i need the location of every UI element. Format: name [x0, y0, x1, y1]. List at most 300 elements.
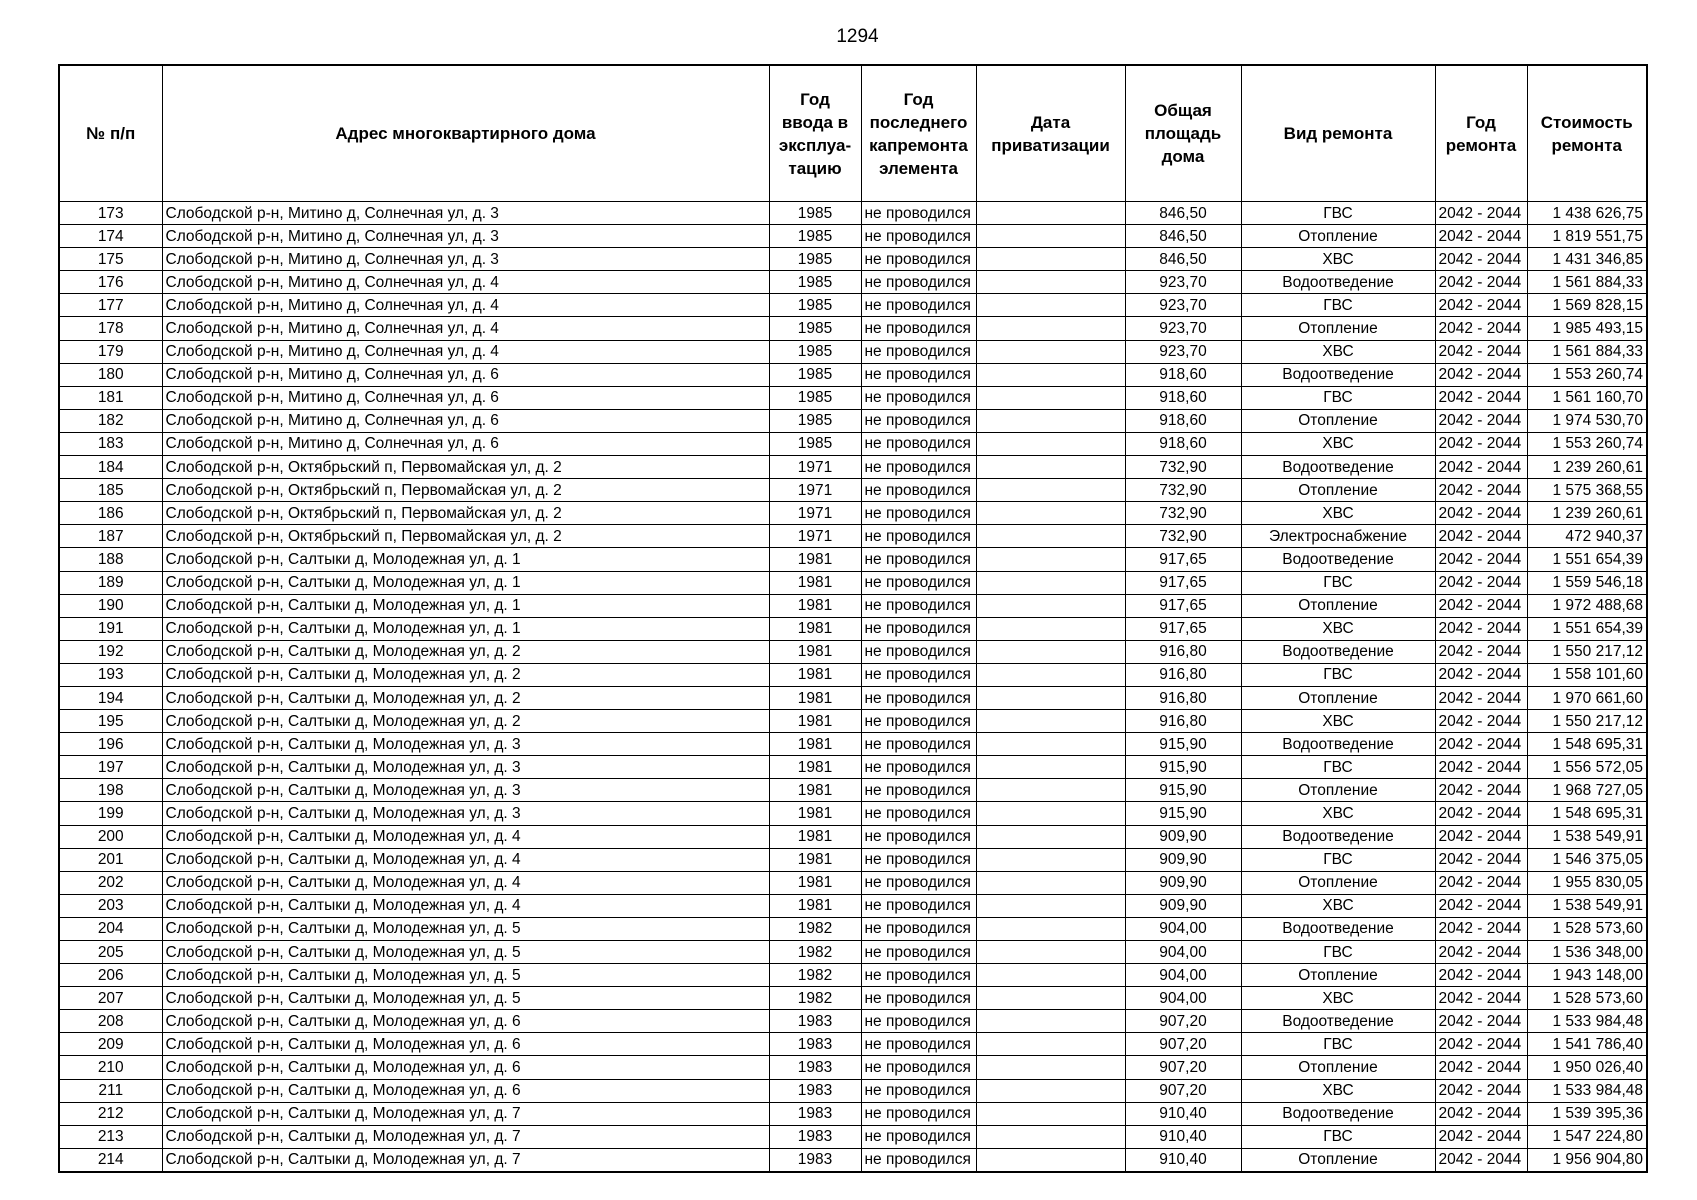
table-row: [59, 733, 1647, 756]
cell-repair-year: 2042 - 2044: [1435, 848, 1527, 871]
cell-area: 907,20: [1125, 1079, 1241, 1102]
cell-year-built: 1971: [769, 479, 861, 502]
table-row: [59, 802, 1647, 825]
cell-repair-year: 2042 - 2044: [1435, 502, 1527, 525]
cell-repair-type: ХВС: [1241, 1079, 1435, 1102]
cell-num: 188: [59, 548, 162, 571]
cell-cost: 1 533 984,48: [1527, 1079, 1647, 1102]
cell-repair-type: Отопление: [1241, 409, 1435, 432]
cell-address: Слободской р-н, Митино д, Солнечная ул, д. 6: [162, 432, 769, 455]
table-row: [59, 663, 1647, 686]
cell-num: 178: [59, 317, 162, 340]
cell-year-built: 1985: [769, 432, 861, 455]
header-cost: Стоимость ремонта: [1527, 65, 1647, 202]
cell-privatization: [976, 756, 1125, 779]
cell-area: 904,00: [1125, 941, 1241, 964]
cell-area: 732,90: [1125, 479, 1241, 502]
table-row: [59, 340, 1647, 363]
cell-area: 846,50: [1125, 202, 1241, 225]
cell-area: 907,20: [1125, 1010, 1241, 1033]
cell-address: Слободской р-н, Салтыки д, Молодежная ул, д. 7: [162, 1102, 769, 1125]
cell-privatization: [976, 941, 1125, 964]
cell-repair-year: 2042 - 2044: [1435, 202, 1527, 225]
cell-repair-year: 2042 - 2044: [1435, 594, 1527, 617]
cell-year-built: 1981: [769, 894, 861, 917]
cell-cost: 1 553 260,74: [1527, 363, 1647, 386]
cell-num: 204: [59, 917, 162, 940]
cell-num: 200: [59, 825, 162, 848]
cell-address: Слободской р-н, Салтыки д, Молодежная ул, д. 1: [162, 594, 769, 617]
cell-num: 196: [59, 733, 162, 756]
cell-area: 910,40: [1125, 1148, 1241, 1172]
cell-repair-year: 2042 - 2044: [1435, 1079, 1527, 1102]
cell-num: 211: [59, 1079, 162, 1102]
cell-cost: 1 819 551,75: [1527, 225, 1647, 248]
cell-last-repair: не проводился: [861, 363, 976, 386]
cell-last-repair: не проводился: [861, 432, 976, 455]
cell-year-built: 1981: [769, 710, 861, 733]
table-row: [59, 225, 1647, 248]
cell-last-repair: не проводился: [861, 802, 976, 825]
cell-address: Слободской р-н, Салтыки д, Молодежная ул, д. 2: [162, 640, 769, 663]
cell-repair-type: ГВС: [1241, 756, 1435, 779]
cell-last-repair: не проводился: [861, 894, 976, 917]
cell-address: Слободской р-н, Салтыки д, Молодежная ул, д. 5: [162, 941, 769, 964]
table-row: [59, 987, 1647, 1010]
cell-year-built: 1983: [769, 1010, 861, 1033]
cell-address: Слободской р-н, Митино д, Солнечная ул, д. 4: [162, 317, 769, 340]
cell-num: 198: [59, 779, 162, 802]
cell-repair-type: Отопление: [1241, 779, 1435, 802]
header-num: № п/п: [59, 65, 162, 202]
cell-repair-type: Водоотведение: [1241, 917, 1435, 940]
header-repair-type: Вид ремонта: [1241, 65, 1435, 202]
cell-privatization: [976, 617, 1125, 640]
cell-cost: 1 556 572,05: [1527, 756, 1647, 779]
cell-year-built: 1985: [769, 271, 861, 294]
cell-address: Слободской р-н, Октябрьский п, Первомайская ул, д. 2: [162, 502, 769, 525]
cell-area: 918,60: [1125, 409, 1241, 432]
cell-address: Слободской р-н, Салтыки д, Молодежная ул, д. 1: [162, 617, 769, 640]
header-privatization: Дата приватизации: [976, 65, 1125, 202]
cell-address: Слободской р-н, Салтыки д, Молодежная ул, д. 4: [162, 825, 769, 848]
cell-year-built: 1983: [769, 1033, 861, 1056]
cell-cost: 1 538 549,91: [1527, 825, 1647, 848]
cell-privatization: [976, 917, 1125, 940]
cell-privatization: [976, 779, 1125, 802]
cell-year-built: 1982: [769, 917, 861, 940]
cell-area: 923,70: [1125, 317, 1241, 340]
cell-cost: 1 974 530,70: [1527, 409, 1647, 432]
cell-repair-year: 2042 - 2044: [1435, 710, 1527, 733]
cell-repair-year: 2042 - 2044: [1435, 871, 1527, 894]
cell-address: Слободской р-н, Салтыки д, Молодежная ул, д. 2: [162, 686, 769, 709]
cell-repair-type: Отопление: [1241, 479, 1435, 502]
cell-repair-year: 2042 - 2044: [1435, 363, 1527, 386]
cell-year-built: 1971: [769, 456, 861, 479]
table-row: [59, 1102, 1647, 1125]
cell-address: Слободской р-н, Митино д, Солнечная ул, д. 4: [162, 340, 769, 363]
cell-address: Слободской р-н, Салтыки д, Молодежная ул, д. 6: [162, 1033, 769, 1056]
cell-address: Слободской р-н, Салтыки д, Молодежная ул, д. 5: [162, 917, 769, 940]
cell-repair-type: ХВС: [1241, 617, 1435, 640]
cell-privatization: [976, 225, 1125, 248]
cell-cost: 1 559 546,18: [1527, 571, 1647, 594]
table-row: [59, 640, 1647, 663]
cell-repair-year: 2042 - 2044: [1435, 663, 1527, 686]
cell-year-built: 1981: [769, 663, 861, 686]
cell-num: 176: [59, 271, 162, 294]
cell-num: 183: [59, 432, 162, 455]
table-row: [59, 1056, 1647, 1079]
cell-repair-type: Водоотведение: [1241, 825, 1435, 848]
header-address: Адрес многоквартирного дома: [162, 65, 769, 202]
cell-year-built: 1981: [769, 825, 861, 848]
cell-num: 184: [59, 456, 162, 479]
cell-repair-year: 2042 - 2044: [1435, 617, 1527, 640]
cell-address: Слободской р-н, Салтыки д, Молодежная ул, д. 6: [162, 1056, 769, 1079]
cell-year-built: 1985: [769, 386, 861, 409]
cell-repair-type: Отопление: [1241, 594, 1435, 617]
cell-last-repair: не проводился: [861, 317, 976, 340]
cell-year-built: 1982: [769, 941, 861, 964]
cell-cost: 1 569 828,15: [1527, 294, 1647, 317]
cell-area: 909,90: [1125, 871, 1241, 894]
cell-repair-year: 2042 - 2044: [1435, 432, 1527, 455]
cell-repair-type: Отопление: [1241, 1148, 1435, 1172]
cell-area: 917,65: [1125, 571, 1241, 594]
cell-repair-type: ГВС: [1241, 1033, 1435, 1056]
cell-repair-type: ГВС: [1241, 571, 1435, 594]
cell-num: 191: [59, 617, 162, 640]
cell-area: 923,70: [1125, 340, 1241, 363]
cell-area: 904,00: [1125, 987, 1241, 1010]
cell-repair-type: Отопление: [1241, 225, 1435, 248]
cell-cost: 1 546 375,05: [1527, 848, 1647, 871]
cell-year-built: 1981: [769, 756, 861, 779]
cell-num: 206: [59, 964, 162, 987]
cell-year-built: 1981: [769, 779, 861, 802]
cell-last-repair: не проводился: [861, 225, 976, 248]
cell-cost: 1 548 695,31: [1527, 802, 1647, 825]
table-row: [59, 1125, 1647, 1148]
cell-repair-year: 2042 - 2044: [1435, 409, 1527, 432]
cell-address: Слободской р-н, Салтыки д, Молодежная ул, д. 3: [162, 756, 769, 779]
cell-address: Слободской р-н, Митино д, Солнечная ул, д. 6: [162, 386, 769, 409]
cell-address: Слободской р-н, Митино д, Солнечная ул, д. 6: [162, 409, 769, 432]
header-repair-year: Год ремонта: [1435, 65, 1527, 202]
cell-privatization: [976, 1102, 1125, 1125]
cell-last-repair: не проводился: [861, 502, 976, 525]
cell-num: 180: [59, 363, 162, 386]
cell-year-built: 1981: [769, 871, 861, 894]
cell-privatization: [976, 1056, 1125, 1079]
cell-repair-year: 2042 - 2044: [1435, 1102, 1527, 1125]
cell-repair-type: Отопление: [1241, 686, 1435, 709]
cell-num: 174: [59, 225, 162, 248]
cell-last-repair: не проводился: [861, 756, 976, 779]
table-row: [59, 1033, 1647, 1056]
cell-cost: 1 955 830,05: [1527, 871, 1647, 894]
header-area: Общая площадь дома: [1125, 65, 1241, 202]
cell-last-repair: не проводился: [861, 640, 976, 663]
cell-year-built: 1981: [769, 686, 861, 709]
cell-cost: 1 239 260,61: [1527, 456, 1647, 479]
cell-repair-year: 2042 - 2044: [1435, 779, 1527, 802]
cell-num: 189: [59, 571, 162, 594]
cell-year-built: 1985: [769, 202, 861, 225]
cell-repair-type: ГВС: [1241, 294, 1435, 317]
cell-last-repair: не проводился: [861, 1079, 976, 1102]
cell-area: 846,50: [1125, 248, 1241, 271]
cell-year-built: 1985: [769, 340, 861, 363]
cell-privatization: [976, 710, 1125, 733]
cell-privatization: [976, 871, 1125, 894]
cell-address: Слободской р-н, Митино д, Солнечная ул, д. 3: [162, 202, 769, 225]
cell-cost: 1 956 904,80: [1527, 1148, 1647, 1172]
cell-num: 197: [59, 756, 162, 779]
cell-area: 907,20: [1125, 1033, 1241, 1056]
cell-area: 917,65: [1125, 617, 1241, 640]
cell-year-built: 1981: [769, 594, 861, 617]
cell-area: 917,65: [1125, 594, 1241, 617]
cell-repair-year: 2042 - 2044: [1435, 640, 1527, 663]
cell-cost: 1 561 884,33: [1527, 340, 1647, 363]
page-number: 1294: [836, 26, 879, 47]
cell-year-built: 1983: [769, 1079, 861, 1102]
cell-address: Слободской р-н, Митино д, Солнечная ул, д. 4: [162, 271, 769, 294]
cell-year-built: 1982: [769, 964, 861, 987]
cell-address: Слободской р-н, Митино д, Солнечная ул, д. 3: [162, 225, 769, 248]
cell-num: 181: [59, 386, 162, 409]
cell-cost: 472 940,37: [1527, 525, 1647, 548]
cell-repair-type: ХВС: [1241, 502, 1435, 525]
cell-cost: 1 539 395,36: [1527, 1102, 1647, 1125]
cell-year-built: 1981: [769, 548, 861, 571]
cell-num: 207: [59, 987, 162, 1010]
cell-cost: 1 553 260,74: [1527, 432, 1647, 455]
table-row: [59, 756, 1647, 779]
cell-repair-year: 2042 - 2044: [1435, 456, 1527, 479]
table-row: [59, 894, 1647, 917]
cell-last-repair: не проводился: [861, 594, 976, 617]
cell-repair-type: ХВС: [1241, 340, 1435, 363]
cell-last-repair: не проводился: [861, 733, 976, 756]
cell-area: 923,70: [1125, 271, 1241, 294]
cell-last-repair: не проводился: [861, 987, 976, 1010]
cell-privatization: [976, 640, 1125, 663]
cell-repair-year: 2042 - 2044: [1435, 964, 1527, 987]
cell-repair-year: 2042 - 2044: [1435, 525, 1527, 548]
cell-year-built: 1985: [769, 363, 861, 386]
cell-repair-type: Водоотведение: [1241, 363, 1435, 386]
cell-repair-year: 2042 - 2044: [1435, 1033, 1527, 1056]
cell-repair-year: 2042 - 2044: [1435, 248, 1527, 271]
cell-last-repair: не проводился: [861, 779, 976, 802]
table-row: [59, 525, 1647, 548]
cell-repair-year: 2042 - 2044: [1435, 802, 1527, 825]
cell-area: 904,00: [1125, 964, 1241, 987]
cell-privatization: [976, 1010, 1125, 1033]
cell-repair-year: 2042 - 2044: [1435, 386, 1527, 409]
cell-privatization: [976, 548, 1125, 571]
cell-num: 186: [59, 502, 162, 525]
cell-repair-year: 2042 - 2044: [1435, 825, 1527, 848]
cell-cost: 1 548 695,31: [1527, 733, 1647, 756]
cell-address: Слободской р-н, Салтыки д, Молодежная ул, д. 4: [162, 848, 769, 871]
table-row: [59, 386, 1647, 409]
table-row: [59, 1010, 1647, 1033]
cell-num: 175: [59, 248, 162, 271]
cell-last-repair: не проводился: [861, 248, 976, 271]
cell-area: 915,90: [1125, 756, 1241, 779]
cell-repair-type: ХВС: [1241, 987, 1435, 1010]
cell-privatization: [976, 386, 1125, 409]
cell-last-repair: не проводился: [861, 825, 976, 848]
cell-cost: 1 970 661,60: [1527, 686, 1647, 709]
cell-num: 214: [59, 1148, 162, 1172]
cell-repair-type: Отопление: [1241, 964, 1435, 987]
cell-cost: 1 561 884,33: [1527, 271, 1647, 294]
cell-num: 179: [59, 340, 162, 363]
cell-last-repair: не проводился: [861, 1033, 976, 1056]
cell-cost: 1 551 654,39: [1527, 548, 1647, 571]
cell-area: 915,90: [1125, 802, 1241, 825]
cell-num: 190: [59, 594, 162, 617]
cell-repair-type: Отопление: [1241, 317, 1435, 340]
cell-last-repair: не проводился: [861, 710, 976, 733]
cell-last-repair: не проводился: [861, 1102, 976, 1125]
cell-num: 208: [59, 1010, 162, 1033]
cell-repair-year: 2042 - 2044: [1435, 548, 1527, 571]
cell-repair-type: ХВС: [1241, 432, 1435, 455]
table-body: [59, 202, 1647, 1172]
cell-last-repair: не проводился: [861, 548, 976, 571]
cell-num: 187: [59, 525, 162, 548]
cell-privatization: [976, 1033, 1125, 1056]
cell-address: Слободской р-н, Салтыки д, Молодежная ул, д. 4: [162, 871, 769, 894]
cell-area: 910,40: [1125, 1102, 1241, 1125]
header-last-repair: Год последнего капремонта элемента: [861, 65, 976, 202]
cell-privatization: [976, 802, 1125, 825]
cell-privatization: [976, 340, 1125, 363]
cell-area: 916,80: [1125, 686, 1241, 709]
cell-repair-year: 2042 - 2044: [1435, 756, 1527, 779]
cell-area: 846,50: [1125, 225, 1241, 248]
cell-area: 918,60: [1125, 363, 1241, 386]
table-row: [59, 294, 1647, 317]
cell-area: 916,80: [1125, 663, 1241, 686]
table-row: [59, 617, 1647, 640]
table-row: [59, 871, 1647, 894]
cell-repair-type: ХВС: [1241, 248, 1435, 271]
cell-num: 201: [59, 848, 162, 871]
cell-cost: 1 561 160,70: [1527, 386, 1647, 409]
cell-last-repair: не проводился: [861, 409, 976, 432]
cell-repair-type: ГВС: [1241, 386, 1435, 409]
cell-privatization: [976, 1079, 1125, 1102]
table-row: [59, 1079, 1647, 1102]
cell-area: 904,00: [1125, 917, 1241, 940]
cell-repair-type: ГВС: [1241, 941, 1435, 964]
cell-last-repair: не проводился: [861, 271, 976, 294]
cell-repair-year: 2042 - 2044: [1435, 294, 1527, 317]
cell-privatization: [976, 202, 1125, 225]
cell-num: 199: [59, 802, 162, 825]
cell-privatization: [976, 432, 1125, 455]
cell-privatization: [976, 479, 1125, 502]
cell-num: 202: [59, 871, 162, 894]
cell-repair-type: Электроснабжение: [1241, 525, 1435, 548]
cell-num: 192: [59, 640, 162, 663]
table-row: [59, 571, 1647, 594]
table-row: [59, 502, 1647, 525]
cell-repair-type: Водоотведение: [1241, 1102, 1435, 1125]
cell-area: 732,90: [1125, 502, 1241, 525]
table-row: [59, 825, 1647, 848]
cell-address: Слободской р-н, Октябрьский п, Первомайская ул, д. 2: [162, 479, 769, 502]
cell-area: 917,65: [1125, 548, 1241, 571]
cell-repair-year: 2042 - 2044: [1435, 271, 1527, 294]
cell-last-repair: не проводился: [861, 1125, 976, 1148]
cell-year-built: 1981: [769, 571, 861, 594]
cell-area: 918,60: [1125, 432, 1241, 455]
cell-address: Слободской р-н, Салтыки д, Молодежная ул, д. 6: [162, 1079, 769, 1102]
cell-area: 907,20: [1125, 1056, 1241, 1079]
table-row: [59, 317, 1647, 340]
cell-repair-type: Водоотведение: [1241, 456, 1435, 479]
cell-address: Слободской р-н, Салтыки д, Молодежная ул, д. 7: [162, 1148, 769, 1172]
cell-year-built: 1985: [769, 225, 861, 248]
cell-repair-year: 2042 - 2044: [1435, 479, 1527, 502]
cell-repair-year: 2042 - 2044: [1435, 917, 1527, 940]
cell-last-repair: не проводился: [861, 202, 976, 225]
cell-address: Слободской р-н, Салтыки д, Молодежная ул, д. 2: [162, 710, 769, 733]
cell-repair-type: ХВС: [1241, 894, 1435, 917]
cell-repair-type: Отопление: [1241, 871, 1435, 894]
cell-cost: 1 541 786,40: [1527, 1033, 1647, 1056]
table-row: [59, 594, 1647, 617]
cell-year-built: 1985: [769, 294, 861, 317]
cell-cost: 1 968 727,05: [1527, 779, 1647, 802]
cell-last-repair: не проводился: [861, 479, 976, 502]
cell-repair-year: 2042 - 2044: [1435, 317, 1527, 340]
cell-cost: 1 985 493,15: [1527, 317, 1647, 340]
cell-address: Слободской р-н, Митино д, Солнечная ул, д. 3: [162, 248, 769, 271]
cell-cost: 1 547 224,80: [1527, 1125, 1647, 1148]
cell-repair-type: Водоотведение: [1241, 1010, 1435, 1033]
table-row: [59, 271, 1647, 294]
table-row: [59, 548, 1647, 571]
cell-cost: 1 536 348,00: [1527, 941, 1647, 964]
cell-area: 915,90: [1125, 779, 1241, 802]
cell-year-built: 1981: [769, 802, 861, 825]
cell-address: Слободской р-н, Салтыки д, Молодежная ул, д. 7: [162, 1125, 769, 1148]
cell-repair-year: 2042 - 2044: [1435, 686, 1527, 709]
cell-privatization: [976, 571, 1125, 594]
repair-table: [58, 64, 1648, 1173]
cell-repair-type: ХВС: [1241, 710, 1435, 733]
table-row: [59, 363, 1647, 386]
cell-repair-year: 2042 - 2044: [1435, 987, 1527, 1010]
cell-cost: 1 558 101,60: [1527, 663, 1647, 686]
cell-num: 203: [59, 894, 162, 917]
cell-address: Слободской р-н, Октябрьский п, Первомайская ул, д. 2: [162, 525, 769, 548]
cell-address: Слободской р-н, Октябрьский п, Первомайская ул, д. 2: [162, 456, 769, 479]
cell-cost: 1 538 549,91: [1527, 894, 1647, 917]
cell-area: 916,80: [1125, 640, 1241, 663]
cell-cost: 1 431 346,85: [1527, 248, 1647, 271]
